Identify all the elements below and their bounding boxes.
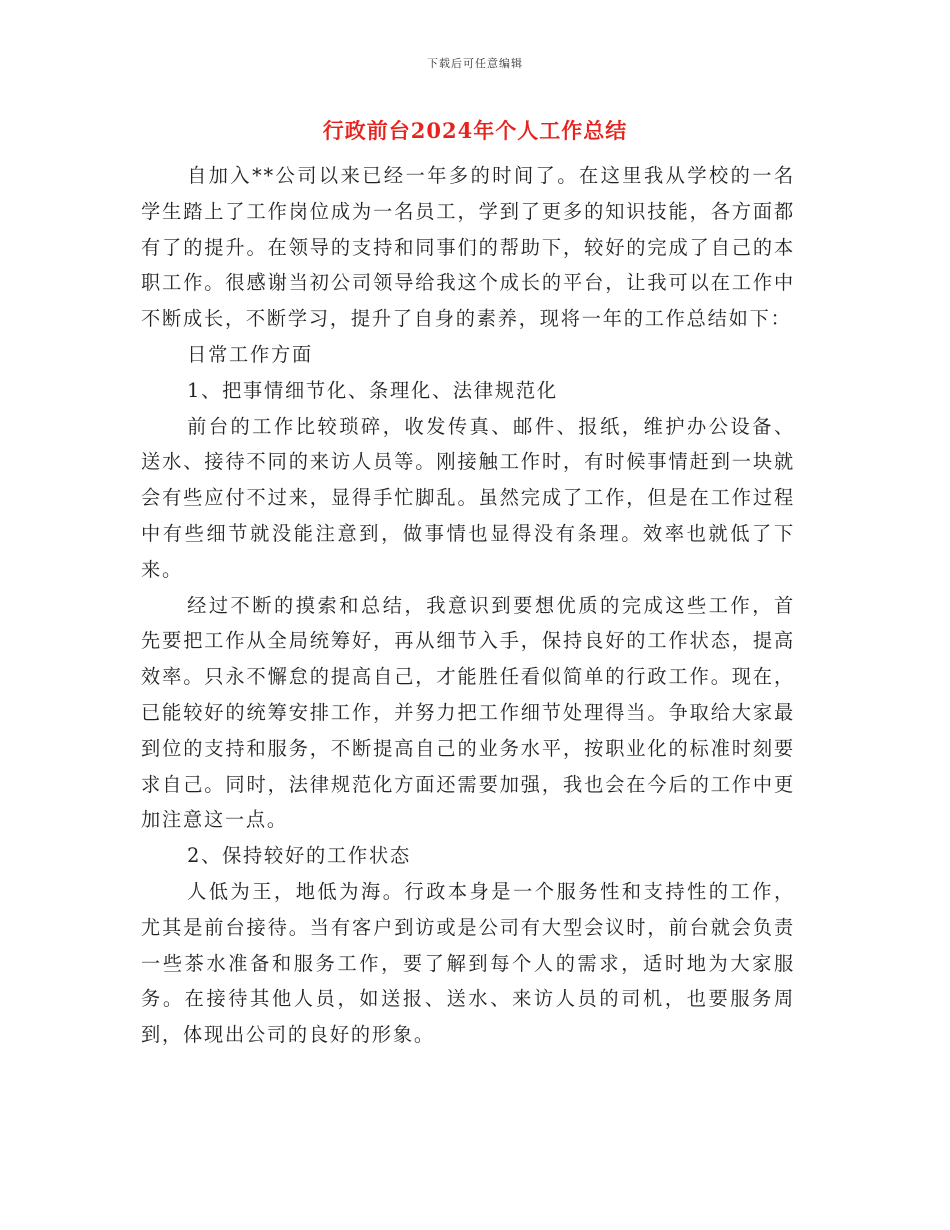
paragraph-intro: 自加入**公司以来已经一年多的时间了。在这里我从学校的一名学生踏上了工作岗位成为一名员工，学到了更多的知识技能，各方面都有了的提升。在领导的支持和同事们的帮助下，较好的完成了自己的本职工作。很感谢当初公司领导给我这个成长的平台，让我可以在工作中不断成长，不断学习，提升了自身的素养，现将一年的工作总结如下：	[141, 164, 795, 331]
paragraph-front-desk-tasks: 前台的工作比较琐碎，收发传真、邮件、报纸，维护办公设备、送水、接待不同的来访人员等。刚接触工作时，有时候事情赶到一块就会有些应付不过来，显得手忙脚乱。虽然完成了工作，但是在工作过程中有些细节就没能注意到，做事情也显得没有条理。效率也就低了下来。	[141, 414, 795, 581]
paragraph-service-attitude: 人低为王，地低为海。行政本身是一个服务性和支持性的工作，尤其是前台接待。当有客户到访或是公司有大型会议时，前台就会负责一些茶水准备和服务工作，要了解到每个人的需求，适时地为大家服务。在接待其他人员，如送报、送水、来访人员的司机，也要服务周到，体现出公司的良好的形象。	[141, 879, 795, 1047]
section-heading-daily-work: 日常工作方面	[187, 342, 314, 366]
subheading-2: 2、保持较好的工作状态	[187, 844, 411, 868]
paragraph-improvement: 经过不断的摸索和总结，我意识到要想优质的完成这些工作，首先要把工作从全局统筹好，再从细节入手，保持良好的工作状态，提高效率。只永不懈怠的提高自己，才能胜任看似简单的行政工作。现在，已能较好的统筹安排工作，并努力把工作细节处理得当。争取给大家最到位的支持和服务，不断提高自己的业务水平，按职业化的标准时刻要求自己。同时，法律规范化方面还需要加强，我也会在今后的工作中更加注意这一点。	[141, 593, 795, 832]
document-title: 行政前台2024年个人工作总结	[322, 118, 628, 143]
document-body	[141, 158, 795, 1053]
header-note: 下载后可任意编辑	[427, 57, 523, 70]
subheading-1: 1、把事情细节化、条理化、法律规范化	[187, 378, 558, 402]
